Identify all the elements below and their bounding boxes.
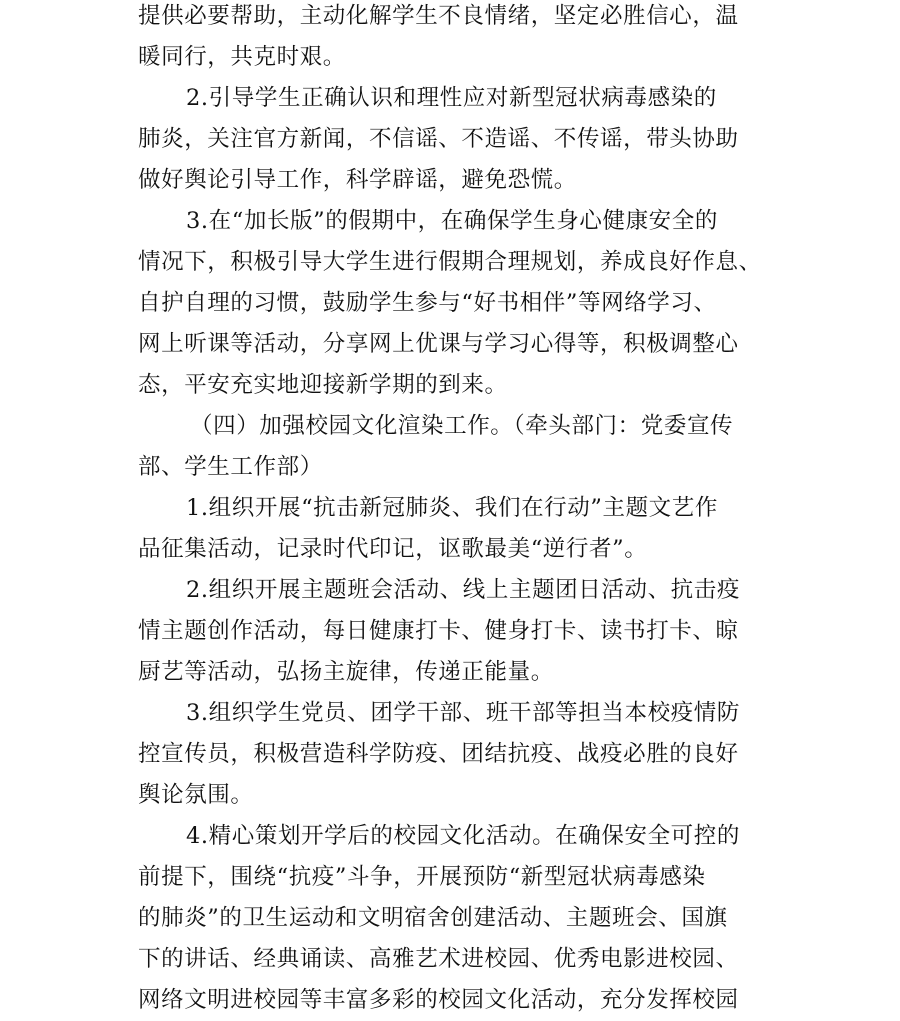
paragraph-item-2 xyxy=(138,78,764,201)
section-heading-4 xyxy=(138,406,764,488)
paragraph-item-4 xyxy=(138,816,764,1021)
text-line: 自护自理的习惯，鼓励学生参与“好书相伴”等网络学习、 xyxy=(138,290,717,316)
text-line: 网上听课等活动，分享网上优课与学习心得等，积极调整心 xyxy=(138,331,739,357)
text-line: 2.引导学生正确认识和理性应对新型冠状病毒感染的 xyxy=(186,85,717,111)
text-line: 2.组织开展主题班会活动、线上主题团日活动、抗击疫 xyxy=(186,577,740,603)
text-line: 的肺炎”的卫生运动和文明宿舍创建活动、主题班会、国旗 xyxy=(138,905,728,931)
text-line: 前提下，围绕“抗疫”斗争，开展预防“新型冠状病毒感染 xyxy=(138,864,706,890)
text-line: （四）加强校园文化渲染工作。（牵头部门：党委宣传 xyxy=(190,413,734,439)
paragraph-item-3b xyxy=(138,693,764,816)
paragraph-item-1 xyxy=(138,488,764,570)
text-line: 提供必要帮助，主动化解学生不良情绪，坚定必胜信心，温 xyxy=(138,3,739,29)
document-page xyxy=(138,0,764,1021)
text-line: 品征集活动，记录时代印记，讴歌最美“逆行者”。 xyxy=(138,536,648,562)
text-line: 1.组织开展“抗击新冠肺炎、我们在行动”主题文艺作 xyxy=(186,495,718,521)
text-line: 情况下，积极引导大学生进行假期合理规划，养成良好作息、 xyxy=(138,249,762,275)
text-line: 厨艺等活动，弘扬主旋律，传递正能量。 xyxy=(138,659,554,685)
paragraph-item-2b xyxy=(138,570,764,693)
text-line: 4.精心策划开学后的校园文化活动。在确保安全可控的 xyxy=(186,823,740,849)
text-line: 3.在“加长版”的假期中，在确保学生身心健康安全的 xyxy=(186,208,718,234)
text-line: 舆论氛围。 xyxy=(138,782,254,808)
text-line: 态，平安充实地迎接新学期的到来。 xyxy=(138,372,508,398)
text-line: 情主题创作活动，每日健康打卡、健身打卡、读书打卡、晾 xyxy=(138,618,739,644)
text-line: 暖同行，共克时艰。 xyxy=(138,44,346,70)
text-line: 网络文明进校园等丰富多彩的校园文化活动，充分发挥校园 xyxy=(138,987,739,1013)
text-line: 控宣传员，积极营造科学防疫、团结抗疫、战疫必胜的良好 xyxy=(138,741,739,767)
paragraph-continuation xyxy=(138,0,764,78)
text-line: 3.组织学生党员、团学干部、班干部等担当本校疫情防 xyxy=(186,700,740,726)
text-line: 部、学生工作部） xyxy=(138,454,323,480)
text-line: 做好舆论引导工作，科学辟谣，避免恐慌。 xyxy=(138,167,577,193)
text-line: 下的讲话、经典诵读、高雅艺术进校园、优秀电影进校园、 xyxy=(138,946,739,972)
paragraph-item-3 xyxy=(138,201,764,406)
text-line: 肺炎，关注官方新闻，不信谣、不造谣、不传谣，带头协助 xyxy=(138,126,739,152)
